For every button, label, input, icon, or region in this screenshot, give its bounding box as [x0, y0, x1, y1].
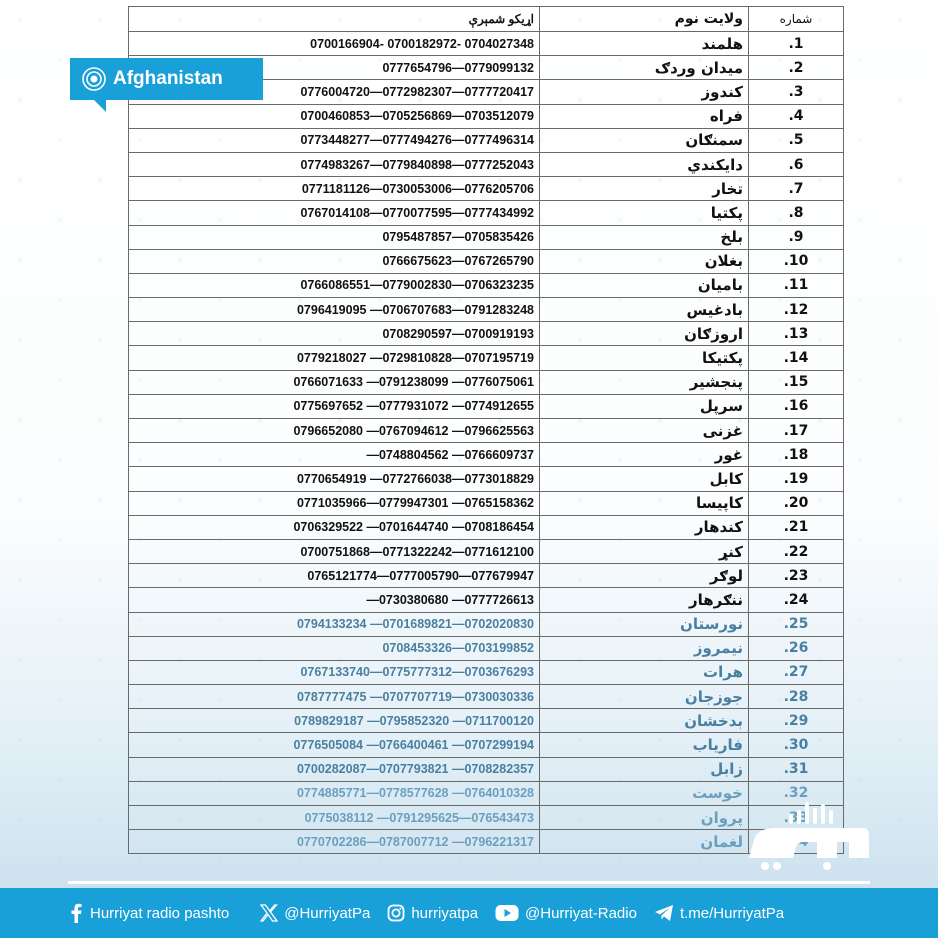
phone-numbers: 0770654919 —0772766038—0773018829	[129, 467, 540, 491]
province-name: بغلان	[540, 249, 749, 273]
instagram-icon	[387, 904, 405, 922]
table-row	[129, 152, 844, 176]
row-number: 17.	[749, 419, 844, 443]
table-row	[129, 322, 844, 346]
row-number: 10.	[749, 249, 844, 273]
instagram-handle: hurriyatpa	[411, 904, 479, 922]
row-number: 14.	[749, 346, 844, 370]
table-row	[129, 298, 844, 322]
facebook-icon	[68, 903, 84, 923]
table-row	[129, 685, 844, 709]
province-name: بادغیس	[540, 298, 749, 322]
row-number: 18.	[749, 443, 844, 467]
phone-numbers: 0766675623—0767265790	[129, 249, 540, 273]
row-number: 16.	[749, 394, 844, 418]
table-row	[129, 346, 844, 370]
row-number: 32.	[749, 781, 844, 805]
table-row	[129, 104, 844, 128]
province-name: کندوز	[540, 80, 749, 104]
instagram-link[interactable]	[387, 904, 478, 922]
table-row	[129, 273, 844, 297]
row-number: 6.	[749, 152, 844, 176]
header-province: ولایت نوم	[540, 7, 749, 32]
row-number: 21.	[749, 515, 844, 539]
row-number: 5.	[749, 128, 844, 152]
telegram-icon	[654, 904, 674, 922]
table-row	[129, 781, 844, 805]
province-name: سرپل	[540, 394, 749, 418]
province-name: لوګر	[540, 564, 749, 588]
phone-numbers: 0775038112 —0791295625—076543473	[129, 806, 540, 830]
table-row	[129, 177, 844, 201]
province-name: تخار	[540, 177, 749, 201]
province-name: اروزګان	[540, 322, 749, 346]
youtube-link[interactable]	[495, 904, 637, 922]
phone-numbers: 0776505084 —0766400461 —0707299194	[129, 733, 540, 757]
province-name: فاریاب	[540, 733, 749, 757]
table-row	[129, 515, 844, 539]
province-name: لغمان	[540, 830, 749, 854]
phone-numbers: —0748804562 —0766609737	[129, 443, 540, 467]
phone-numbers: 0700166904- 0700182972- 0704027348	[129, 32, 540, 56]
phone-numbers: 0776004720—0772982307—0777720417	[129, 80, 540, 104]
table-row	[129, 806, 844, 830]
province-name: بلخ	[540, 225, 749, 249]
phone-numbers: 0700751868—0771322242—0771612100	[129, 539, 540, 563]
row-number: 9.	[749, 225, 844, 249]
row-number: 1.	[749, 32, 844, 56]
province-name: پروان	[540, 806, 749, 830]
row-number: 27.	[749, 660, 844, 684]
facebook-handle: Hurriyat radio pashto	[90, 904, 230, 922]
phone-numbers: 0775697652 —0777931072 —0774912655	[129, 394, 540, 418]
header-phone: اړیکو شمېرې	[129, 7, 540, 32]
row-number: 2.	[749, 56, 844, 80]
row-number: 23.	[749, 564, 844, 588]
phone-numbers: 0794133234 —0701689821—0702020830	[129, 612, 540, 636]
telegram-handle: t.me/HurriyatPa	[679, 904, 785, 922]
province-name: کابل	[540, 467, 749, 491]
row-number: 29.	[749, 709, 844, 733]
row-number: 33.	[749, 806, 844, 830]
phone-numbers: 0706329522 —0701644740 —0708186454	[129, 515, 540, 539]
footer-social-bar	[0, 888, 938, 938]
row-number: 11.	[749, 273, 844, 297]
table-row	[129, 539, 844, 563]
province-name: بدخشان	[540, 709, 749, 733]
phone-numbers: 0767133740—0775777312—0703676293	[129, 660, 540, 684]
table-row	[129, 733, 844, 757]
province-name: میدان وردګ	[540, 56, 749, 80]
row-number: 7.	[749, 177, 844, 201]
phone-numbers: —0730380680 —0777726613	[129, 588, 540, 612]
phone-numbers: 0771181126—0730053006—0776205706	[129, 177, 540, 201]
contact-table	[128, 6, 830, 854]
phone-numbers: 0771035966—0779947301 —0765158362	[129, 491, 540, 515]
table-row	[129, 225, 844, 249]
province-name: پکتیکا	[540, 346, 749, 370]
phone-numbers: 0774885771—0778577628 —0764010328	[129, 781, 540, 805]
table-row	[129, 249, 844, 273]
table-row	[129, 394, 844, 418]
province-name: غزنی	[540, 419, 749, 443]
phone-numbers: 0773448277—0777494276—0777496314	[129, 128, 540, 152]
row-number: 25.	[749, 612, 844, 636]
province-name: فراه	[540, 104, 749, 128]
row-number: 28.	[749, 685, 844, 709]
table-row	[129, 564, 844, 588]
facebook-link[interactable]	[68, 903, 229, 923]
phone-numbers: 0700460853—0705256869—0703512079	[129, 104, 540, 128]
province-name: نیمروز	[540, 636, 749, 660]
phone-numbers: 0796419095 —0706707683—0791283248	[129, 298, 540, 322]
province-name: هرات	[540, 660, 749, 684]
row-number: 31.	[749, 757, 844, 781]
footer-divider	[68, 881, 870, 884]
table-row	[129, 201, 844, 225]
phone-numbers: 0789829187 —0795852320 —0711700120	[129, 709, 540, 733]
province-name: پکتیا	[540, 201, 749, 225]
province-name: سمنګان	[540, 128, 749, 152]
table-row	[129, 443, 844, 467]
row-number: 3.	[749, 80, 844, 104]
table-row	[129, 491, 844, 515]
header-number: شماره	[749, 7, 844, 32]
phone-numbers: 0708453326—0703199852	[129, 636, 540, 660]
phone-numbers: 0779218027 —0729810828—0707195719	[129, 346, 540, 370]
province-name: نورستان	[540, 612, 749, 636]
province-name: غور	[540, 443, 749, 467]
table-row	[129, 128, 844, 152]
phone-numbers: 0777654796—0779099132	[129, 56, 540, 80]
phone-numbers: 0765121774—0777005790—077679947	[129, 564, 540, 588]
phone-numbers: 0774983267—0779840898—0777252043	[129, 152, 540, 176]
province-name: دایکندي	[540, 152, 749, 176]
afghanistan-badge	[70, 58, 263, 100]
youtube-handle: @Hurriyat-Radio	[525, 904, 637, 922]
province-name: کاپیسا	[540, 491, 749, 515]
phone-numbers: 0795487857—0705835426	[129, 225, 540, 249]
table-row	[129, 370, 844, 394]
row-number: 22.	[749, 539, 844, 563]
table-row	[129, 612, 844, 636]
row-number: 26.	[749, 636, 844, 660]
table-row	[129, 757, 844, 781]
province-name: زابل	[540, 757, 749, 781]
phone-numbers: 0767014108—0770077595—0777434992	[129, 201, 540, 225]
province-name: هلمند	[540, 32, 749, 56]
province-name: جوزجان	[540, 685, 749, 709]
phone-numbers: 0796652080 —0767094612 —0796625563	[129, 419, 540, 443]
youtube-icon	[495, 904, 519, 922]
table-row	[129, 467, 844, 491]
phone-numbers: 0770702286—0787007712 —0796221317	[129, 830, 540, 854]
province-name: خوست	[540, 781, 749, 805]
row-number: 13.	[749, 322, 844, 346]
table-row	[129, 830, 844, 854]
row-number: 20.	[749, 491, 844, 515]
phone-numbers: 0766086551—0779002830—0706323235	[129, 273, 540, 297]
table-row	[129, 636, 844, 660]
province-name: کندهار	[540, 515, 749, 539]
table-row	[129, 588, 844, 612]
table-row	[129, 32, 844, 56]
province-name: کنړ	[540, 539, 749, 563]
phone-numbers: 0766071633 —0791238099 —0776075061	[129, 370, 540, 394]
row-number: 15.	[749, 370, 844, 394]
phone-numbers: 0787777475 —0707707719—0730030336	[129, 685, 540, 709]
table-header-row	[129, 7, 844, 32]
row-number: 12.	[749, 298, 844, 322]
radio-signal-icon	[82, 67, 106, 91]
province-name: ننګرهار	[540, 588, 749, 612]
table-row	[129, 660, 844, 684]
table-row	[129, 419, 844, 443]
table-row	[129, 709, 844, 733]
x-handle: @HurriyatPa	[284, 904, 371, 922]
hurriyat-logo-icon	[745, 800, 873, 880]
x-icon	[260, 904, 278, 922]
x-link[interactable]	[260, 904, 370, 922]
province-name: پنجشیر	[540, 370, 749, 394]
telegram-link[interactable]	[654, 904, 784, 922]
row-number: 8.	[749, 201, 844, 225]
row-number: 4.	[749, 104, 844, 128]
row-number: 30.	[749, 733, 844, 757]
province-name: بامیان	[540, 273, 749, 297]
row-number: 24.	[749, 588, 844, 612]
phone-numbers: 0700282087—0707793821 —0708282357	[129, 757, 540, 781]
phone-numbers: 0708290597—0700919193	[129, 322, 540, 346]
badge-text: Afghanistan	[113, 68, 223, 89]
row-number: 19.	[749, 467, 844, 491]
